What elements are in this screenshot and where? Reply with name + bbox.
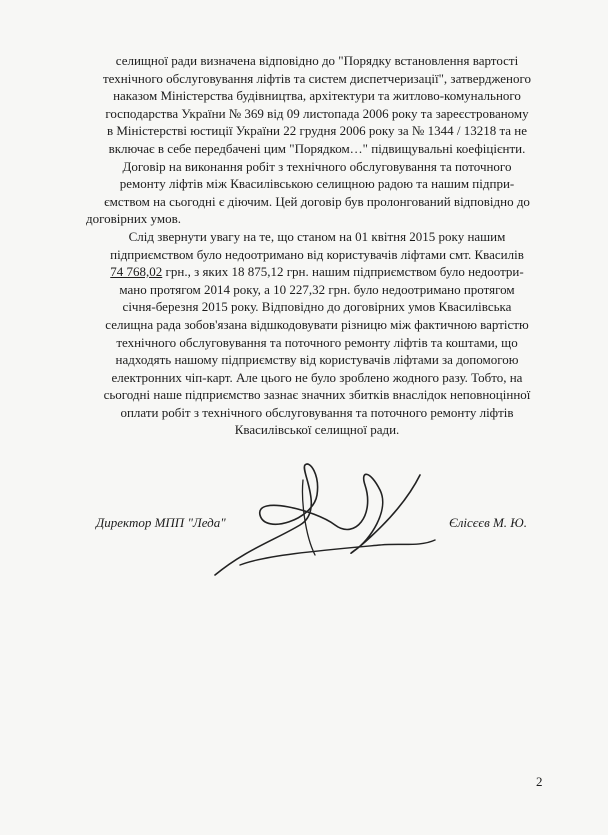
text-line: технічного обслуговування ліфтів та систем диспетчеризації", затвердженого [102,70,532,86]
text-line: Слід звернути увагу на те, що станом на 01 квітня 2015 року нашим [128,228,506,244]
text-line: сьогодні наше підприємство зазнає значних збитків внаслідок неповноцінної [103,387,531,403]
text-fragment: грн., з яких 18 875,12 грн. нашим підприємством було недоотри- [162,264,524,280]
handwritten-signature [205,455,445,590]
letter-body [86,52,548,439]
text-line: Квасилівської селищної ради. [234,422,400,438]
text-line: технічного обслуговування та поточного ремонту ліфтів та коштами, що [116,334,518,350]
underlined-amount: 74 768,02 [110,264,163,280]
signatory-name: Єлісєєв М. Ю. [449,515,527,530]
text-line: селищної ради визначена відповідно до "Порядку встановлення вартості [115,53,519,68]
text-line: договірних умов. [86,211,181,227]
signatory-position: Директор МПП "Леда" [96,515,226,530]
paragraph-1 [86,52,548,158]
text-line: наказом Міністерства будівництва, архітектури та житлово-комунального [113,88,521,104]
text-line: мано протягом 2014 року, а 10 227,32 грн. було недоотримано протягом [119,281,515,297]
text-line: січня-березня 2015 року. Відповідно до договірних умов Квасилівська [122,299,512,315]
text-line: підприємством було недоотримано від користувачів ліфтами смт. Квасилів [110,246,524,262]
paragraph-2 [86,158,548,228]
text-line: включає в себе передбачені цим "Порядком…" підвищувальні коефіцієнти. [108,140,526,156]
text-line: селищна рада зобов'язана відшкодовувати різницю між фактичною вартістю [105,316,529,332]
text-line [86,263,548,281]
text-line: надходять нашому підприємству від користувачів ліфтами за допомогою [115,352,519,368]
page-number: 2 [536,774,543,789]
text-line: електронних чіп-карт. Але цього не було зроблено жодного разу. Тобто, на [111,369,523,385]
text-line: ємством на сьогодні є діючим. Цей договір був пролонгований відповідно до [104,193,530,209]
text-line: господарства України № 369 від 09 листопада 2006 року та зареєстрованому [105,105,529,121]
text-line: ремонту ліфтів між Квасилівською селищною радою та нашим підпри- [119,176,515,192]
text-line: в Міністерстві юстиції України 22 грудня 2006 року за № 1344 / 13218 та не [106,123,528,139]
text-line: оплати робіт з технічного обслуговування та поточного ремонту ліфтів [120,404,514,420]
text-line: Договір на виконання робіт з технічного обслуговування та поточного [122,158,512,174]
paragraph-3 [86,228,548,439]
